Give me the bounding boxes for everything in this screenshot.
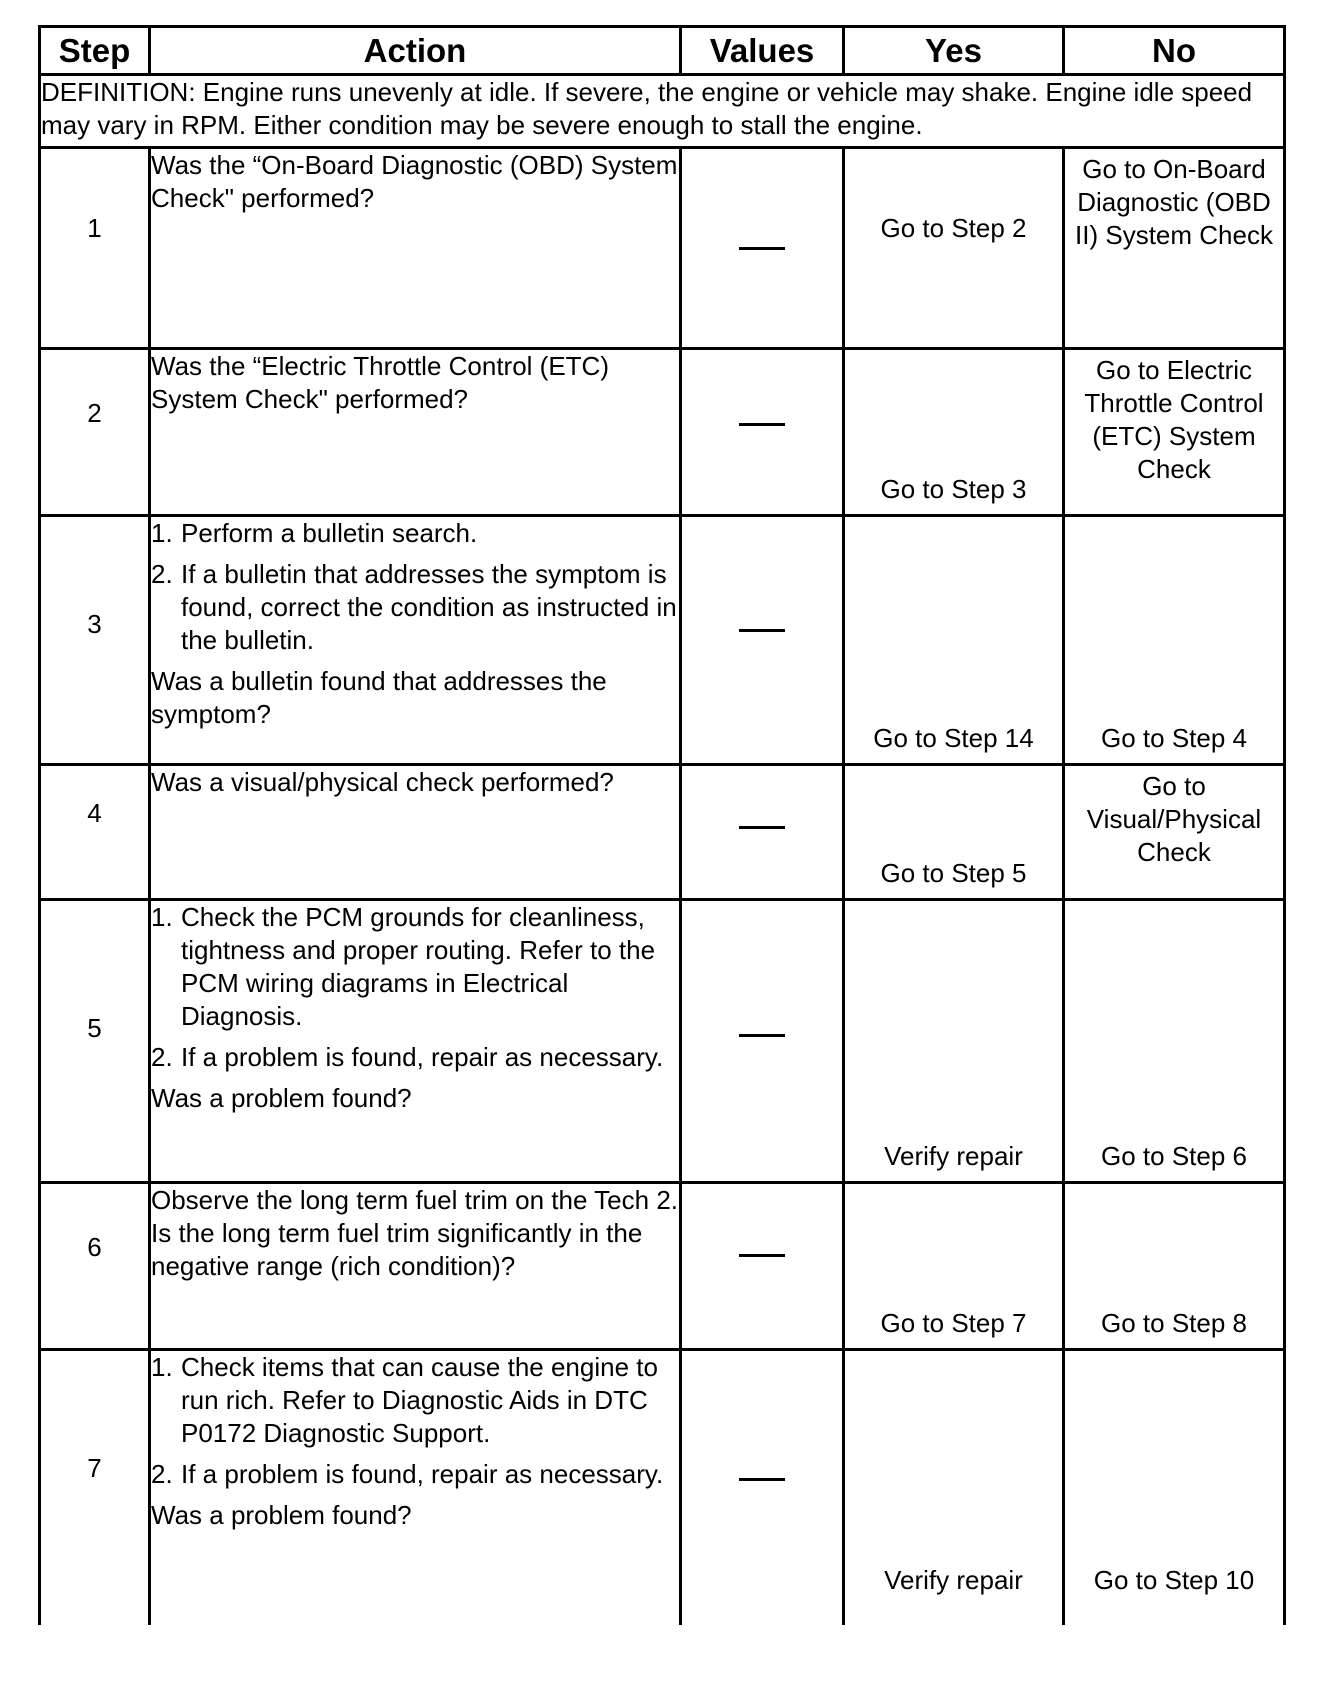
table-row bbox=[40, 148, 1285, 349]
yes-result: Go to Step 3 bbox=[880, 474, 1027, 504]
step-number: 5 bbox=[87, 1013, 102, 1043]
step-cell bbox=[40, 1350, 150, 1626]
value-dash bbox=[739, 247, 785, 250]
no-result: Go to Step 10 bbox=[1093, 1565, 1255, 1595]
action-question: Was a problem found? bbox=[151, 1083, 412, 1113]
header-no: No bbox=[1064, 27, 1285, 75]
values-cell bbox=[681, 1350, 844, 1626]
action-cell bbox=[150, 349, 681, 516]
yes-cell bbox=[844, 516, 1064, 765]
no-cell bbox=[1064, 349, 1285, 516]
list-item bbox=[151, 517, 679, 550]
table-row bbox=[40, 1183, 1285, 1350]
diagnostic-table bbox=[38, 25, 1286, 1625]
yes-result: Go to Step 7 bbox=[880, 1308, 1027, 1338]
header-yes: Yes bbox=[844, 27, 1064, 75]
action-cell bbox=[150, 516, 681, 765]
header-row bbox=[40, 27, 1285, 75]
yes-cell bbox=[844, 1183, 1064, 1350]
value-dash bbox=[739, 1254, 785, 1257]
action-cell bbox=[150, 148, 681, 349]
step-cell bbox=[40, 349, 150, 516]
action-text: Was the “On-Board Diagnostic (OBD) System Check" performed? bbox=[151, 150, 678, 213]
diagnostic-table-page bbox=[38, 25, 1283, 1625]
no-result: Go to Step 8 bbox=[1101, 1308, 1247, 1338]
yes-cell bbox=[844, 765, 1064, 900]
action-text: Was the “Electric Throttle Control (ETC) System Check" performed? bbox=[151, 351, 609, 414]
table-row bbox=[40, 516, 1285, 765]
action-list bbox=[151, 517, 679, 657]
header-action: Action bbox=[150, 27, 681, 75]
no-cell bbox=[1064, 1183, 1285, 1350]
list-item bbox=[151, 1041, 679, 1074]
action-question: Was a bulletin found that addresses the symptom? bbox=[151, 666, 607, 729]
step-cell bbox=[40, 900, 150, 1183]
step-cell bbox=[40, 765, 150, 900]
step-cell bbox=[40, 148, 150, 349]
list-item bbox=[151, 558, 679, 657]
action-text: Was a visual/physical check performed? bbox=[151, 767, 614, 797]
values-cell bbox=[681, 765, 844, 900]
item-text: Check the PCM grounds for cleanliness, tightness and proper routing. Refer to the PCM wiring diagrams in Electrical Diagnosis. bbox=[181, 902, 656, 1031]
item-number: 2. bbox=[151, 1459, 173, 1489]
values-cell bbox=[681, 900, 844, 1183]
values-cell bbox=[681, 148, 844, 349]
item-number: 2. bbox=[151, 1042, 173, 1072]
table-row bbox=[40, 765, 1285, 900]
no-cell bbox=[1064, 900, 1285, 1183]
item-text: If a bulletin that addresses the symptom is found, correct the condition as instructed in the bulletin. bbox=[181, 559, 677, 655]
yes-result: Go to Step 14 bbox=[873, 723, 1034, 753]
action-list bbox=[151, 1351, 679, 1491]
list-item bbox=[151, 1458, 679, 1491]
table-row bbox=[40, 900, 1285, 1183]
no-cell bbox=[1064, 1350, 1285, 1626]
action-cell bbox=[150, 1350, 681, 1626]
action-text: Observe the long term fuel trim on the Tech 2. bbox=[151, 1185, 679, 1215]
no-result: Go to Step 6 bbox=[1101, 1141, 1247, 1171]
values-cell bbox=[681, 349, 844, 516]
list-item bbox=[151, 1351, 679, 1450]
step-cell bbox=[40, 516, 150, 765]
item-text: If a problem is found, repair as necessary. bbox=[181, 1459, 664, 1489]
yes-result: Go to Step 2 bbox=[880, 213, 1027, 243]
action-cell bbox=[150, 1183, 681, 1350]
action-list bbox=[151, 901, 679, 1074]
yes-cell bbox=[844, 1350, 1064, 1626]
yes-result: Verify repair bbox=[884, 1141, 1023, 1171]
no-cell bbox=[1064, 148, 1285, 349]
item-text: If a problem is found, repair as necessary. bbox=[181, 1042, 664, 1072]
definition-row bbox=[40, 75, 1285, 148]
header-values: Values bbox=[681, 27, 844, 75]
yes-result: Go to Step 5 bbox=[880, 858, 1027, 888]
header-step: Step bbox=[40, 27, 150, 75]
step-cell bbox=[40, 1183, 150, 1350]
value-dash bbox=[739, 826, 785, 829]
item-number: 2. bbox=[151, 559, 173, 589]
item-number: 1. bbox=[151, 902, 173, 932]
item-text: Perform a bulletin search. bbox=[181, 518, 478, 548]
list-item bbox=[151, 901, 679, 1033]
no-cell bbox=[1064, 516, 1285, 765]
value-dash bbox=[739, 1478, 785, 1481]
item-number: 1. bbox=[151, 1352, 173, 1382]
yes-cell bbox=[844, 900, 1064, 1183]
no-result: Go to On-Board Diagnostic (OBD II) System Check bbox=[1075, 154, 1273, 250]
no-result: Go to Electric Throttle Control (ETC) System Check bbox=[1084, 355, 1264, 484]
table-row bbox=[40, 1350, 1285, 1626]
action-question: Is the long term fuel trim significantly in the negative range (rich condition)? bbox=[151, 1218, 643, 1281]
yes-cell bbox=[844, 148, 1064, 349]
yes-cell bbox=[844, 349, 1064, 516]
yes-result: Verify repair bbox=[884, 1565, 1023, 1595]
step-number: 4 bbox=[87, 798, 102, 828]
value-dash bbox=[739, 1034, 785, 1037]
no-cell bbox=[1064, 765, 1285, 900]
step-number: 6 bbox=[87, 1232, 102, 1262]
table-row bbox=[40, 349, 1285, 516]
step-number: 7 bbox=[87, 1453, 102, 1483]
values-cell bbox=[681, 1183, 844, 1350]
action-cell bbox=[150, 900, 681, 1183]
item-number: 1. bbox=[151, 518, 173, 548]
definition-text: DEFINITION: Engine runs unevenly at idle. If severe, the engine or vehicle may shake. Engine idle speed may vary in RPM. Either condition may be severe enough to stall the engine. bbox=[40, 75, 1285, 148]
action-question: Was a problem found? bbox=[151, 1500, 412, 1530]
value-dash bbox=[739, 423, 785, 426]
values-cell bbox=[681, 516, 844, 765]
action-cell bbox=[150, 765, 681, 900]
step-number: 2 bbox=[87, 398, 102, 428]
step-number: 1 bbox=[87, 213, 102, 243]
step-number: 3 bbox=[87, 609, 102, 639]
no-result: Go to Step 4 bbox=[1101, 723, 1247, 753]
item-text: Check items that can cause the engine to run rich. Refer to Diagnostic Aids in DTC P0172 Diagnostic Support. bbox=[181, 1352, 658, 1448]
no-result: Go to Visual/Physical Check bbox=[1086, 771, 1262, 867]
value-dash bbox=[739, 629, 785, 632]
